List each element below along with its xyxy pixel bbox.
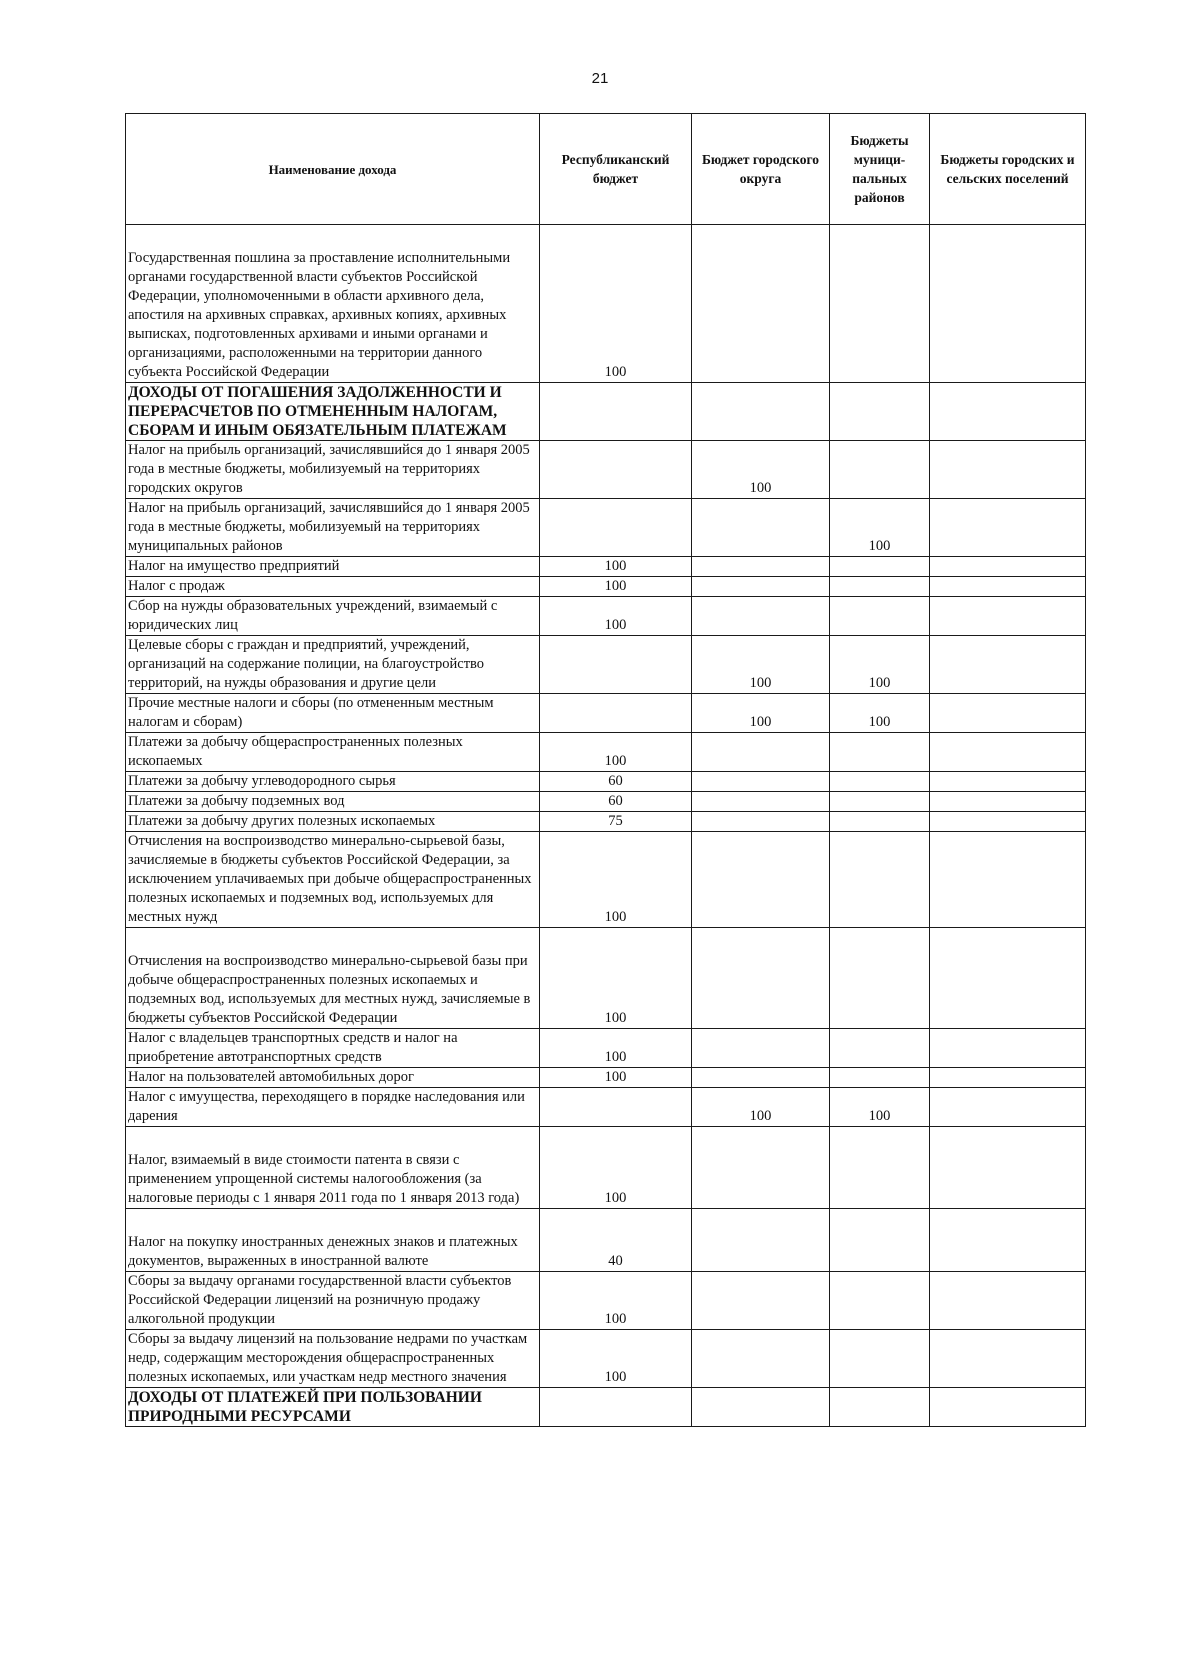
settlement-budget-cell (930, 1029, 1086, 1068)
header-municipal-district-budgets: Бюджеты муници-пальных районов (830, 114, 930, 225)
republican-budget-cell: 100 (540, 928, 692, 1029)
republican-budget-cell (540, 694, 692, 733)
settlement-budget-cell (930, 225, 1086, 383)
city-district-budget-cell (692, 225, 830, 383)
revenue-name-cell: Сбор на нужды образовательных учреждений, взимаемый с юридических лиц (126, 597, 540, 636)
municipal-district-budget-cell: 100 (830, 499, 930, 557)
municipal-district-budget-cell (830, 1127, 930, 1209)
revenue-name-cell: Налог на пользователей автомобильных дорог (126, 1068, 540, 1088)
settlement-budget-cell (930, 1272, 1086, 1330)
revenue-name-cell: Платежи за добычу подземных вод (126, 792, 540, 812)
republican-budget-cell: 100 (540, 733, 692, 772)
city-district-budget-cell (692, 792, 830, 812)
settlement-budget-cell (930, 636, 1086, 694)
settlement-budget-cell (930, 1127, 1086, 1209)
settlement-budget-cell (930, 928, 1086, 1029)
city-district-budget-cell (692, 812, 830, 832)
municipal-district-budget-cell (830, 383, 930, 441)
republican-budget-cell: 100 (540, 1330, 692, 1388)
republican-budget-cell (540, 383, 692, 441)
municipal-district-budget-cell (830, 1272, 930, 1330)
republican-budget-cell: 100 (540, 597, 692, 636)
revenue-name-cell: Налог с владельцев транспортных средств и налог на приобретение автотранспортных средств (126, 1029, 540, 1068)
revenue-name-cell: Отчисления на воспроизводство минерально-сырьевой базы при добыче общераспространенных полезных ископаемых и подземных вод, используемых для местных нужд, зачисляемые в бюджеты субъектов Российской Федерации (126, 928, 540, 1029)
municipal-district-budget-cell (830, 928, 930, 1029)
table-row (126, 597, 1086, 636)
republican-budget-cell: 40 (540, 1209, 692, 1272)
header-settlement-budgets: Бюджеты городских и сельских поселений (930, 114, 1086, 225)
table-row (126, 636, 1086, 694)
table-row (126, 1209, 1086, 1272)
revenue-name-cell: Налог на прибыль организаций, зачислявшийся до 1 января 2005 года в местные бюджеты, мобилизуемый на территориях муниципальных районов (126, 499, 540, 557)
city-district-budget-cell (692, 1272, 830, 1330)
settlement-budget-cell (930, 1068, 1086, 1088)
settlement-budget-cell (930, 1388, 1086, 1427)
table-row (126, 225, 1086, 383)
table-row (126, 557, 1086, 577)
settlement-budget-cell (930, 1088, 1086, 1127)
city-district-budget-cell (692, 577, 830, 597)
settlement-budget-cell (930, 772, 1086, 792)
settlement-budget-cell (930, 577, 1086, 597)
republican-budget-cell (540, 636, 692, 694)
table-row (126, 577, 1086, 597)
municipal-district-budget-cell (830, 441, 930, 499)
settlement-budget-cell (930, 557, 1086, 577)
revenue-name-cell: Налог, взимаемый в виде стоимости патента в связи с применением упрощенной системы налогообложения (за налоговые периоды с 1 января 2011 года по 1 января 2013 года) (126, 1127, 540, 1209)
settlement-budget-cell (930, 1330, 1086, 1388)
table-row (126, 928, 1086, 1029)
municipal-district-budget-cell (830, 1330, 930, 1388)
table-row (126, 441, 1086, 499)
revenue-name-cell: ДОХОДЫ ОТ ПОГАШЕНИЯ ЗАДОЛЖЕННОСТИ И ПЕРЕРАСЧЕТОВ ПО ОТМЕНЕННЫМ НАЛОГАМ, СБОРАМ И ИНЫМ ОБЯЗАТЕЛЬНЫМ ПЛАТЕЖАМ (126, 383, 540, 441)
municipal-district-budget-cell (830, 577, 930, 597)
table-row (126, 499, 1086, 557)
city-district-budget-cell (692, 1209, 830, 1272)
city-district-budget-cell (692, 499, 830, 557)
city-district-budget-cell (692, 1127, 830, 1209)
republican-budget-cell: 100 (540, 1127, 692, 1209)
municipal-district-budget-cell: 100 (830, 1088, 930, 1127)
table-row (126, 1272, 1086, 1330)
municipal-district-budget-cell (830, 812, 930, 832)
table-row (126, 1068, 1086, 1088)
table-row (126, 812, 1086, 832)
city-district-budget-cell (692, 383, 830, 441)
republican-budget-cell: 60 (540, 792, 692, 812)
city-district-budget-cell (692, 733, 830, 772)
section-header-row (126, 1388, 1086, 1427)
republican-budget-cell (540, 1388, 692, 1427)
municipal-district-budget-cell (830, 1029, 930, 1068)
city-district-budget-cell (692, 1068, 830, 1088)
municipal-district-budget-cell (830, 1068, 930, 1088)
header-revenue-name: Наименование дохода (126, 114, 540, 225)
revenue-name-cell: Платежи за добычу общераспространенных полезных ископаемых (126, 733, 540, 772)
republican-budget-cell: 100 (540, 832, 692, 928)
city-district-budget-cell (692, 832, 830, 928)
revenue-name-cell: Сборы за выдачу лицензий на пользование недрами по участкам недр, содержащим месторождения общераспространенных полезных ископаемых, или участкам недр местного значения (126, 1330, 540, 1388)
city-district-budget-cell (692, 597, 830, 636)
municipal-district-budget-cell (830, 792, 930, 812)
table-row (126, 1088, 1086, 1127)
city-district-budget-cell (692, 1388, 830, 1427)
republican-budget-cell: 100 (540, 225, 692, 383)
municipal-district-budget-cell (830, 733, 930, 772)
revenue-name-cell: Сборы за выдачу органами государственной власти субъектов Российской Федерации лицензий на розничную продажу алкогольной продукции (126, 1272, 540, 1330)
revenue-name-cell: Государственная пошлина за проставление исполнительными органами государственной власти субъектов Российской Федерации, уполномоченными в области архивного дела, апостиля на архивных справках, архивных копиях, архивных выписках, подготовленных архивами и иными органами и организациями, расположенными на территории данного субъекта Российской Федерации (126, 225, 540, 383)
republican-budget-cell (540, 499, 692, 557)
city-district-budget-cell (692, 928, 830, 1029)
header-republican-budget: Республиканский бюджет (540, 114, 692, 225)
settlement-budget-cell (930, 812, 1086, 832)
city-district-budget-cell: 100 (692, 1088, 830, 1127)
republican-budget-cell: 100 (540, 1272, 692, 1330)
settlement-budget-cell (930, 792, 1086, 812)
revenue-name-cell: Налог на прибыль организаций, зачислявшийся до 1 января 2005 года в местные бюджеты, мобилизуемый на территориях городских округов (126, 441, 540, 499)
table-row (126, 1330, 1086, 1388)
republican-budget-cell: 100 (540, 557, 692, 577)
municipal-district-budget-cell (830, 225, 930, 383)
city-district-budget-cell: 100 (692, 694, 830, 733)
table-row (126, 772, 1086, 792)
revenue-name-cell: Налог с имуущества, переходящего в порядке наследования или дарения (126, 1088, 540, 1127)
revenue-name-cell: Налог на имущество предприятий (126, 557, 540, 577)
republican-budget-cell: 60 (540, 772, 692, 792)
table-row (126, 694, 1086, 733)
municipal-district-budget-cell (830, 832, 930, 928)
settlement-budget-cell (930, 383, 1086, 441)
table-row (126, 1127, 1086, 1209)
table-row (126, 1029, 1086, 1068)
city-district-budget-cell: 100 (692, 441, 830, 499)
republican-budget-cell (540, 1088, 692, 1127)
city-district-budget-cell: 100 (692, 636, 830, 694)
table-row (126, 733, 1086, 772)
settlement-budget-cell (930, 441, 1086, 499)
revenue-name-cell: ДОХОДЫ ОТ ПЛАТЕЖЕЙ ПРИ ПОЛЬЗОВАНИИ ПРИРОДНЫМИ РЕСУРСАМИ (126, 1388, 540, 1427)
revenue-name-cell: Налог на покупку иностранных денежных знаков и платежных документов, выраженных в иностранной валюте (126, 1209, 540, 1272)
revenue-name-cell: Платежи за добычу углеводородного сырья (126, 772, 540, 792)
table-body (126, 225, 1086, 1427)
settlement-budget-cell (930, 1209, 1086, 1272)
settlement-budget-cell (930, 733, 1086, 772)
table-row (126, 832, 1086, 928)
revenue-distribution-table (125, 113, 1086, 1427)
city-district-budget-cell (692, 1330, 830, 1388)
revenue-name-cell: Налог с продаж (126, 577, 540, 597)
republican-budget-cell: 100 (540, 577, 692, 597)
revenue-name-cell: Прочие местные налоги и сборы (по отмененным местным налогам и сборам) (126, 694, 540, 733)
revenue-name-cell: Платежи за добычу других полезных ископаемых (126, 812, 540, 832)
city-district-budget-cell (692, 557, 830, 577)
page-number: 21 (591, 70, 609, 87)
revenue-name-cell: Целевые сборы с граждан и предприятий, учреждений, организаций на содержание полиции, на благоустройство территорий, на нужды образования и другие цели (126, 636, 540, 694)
municipal-district-budget-cell (830, 1388, 930, 1427)
municipal-district-budget-cell: 100 (830, 636, 930, 694)
republican-budget-cell: 100 (540, 1068, 692, 1088)
revenue-name-cell: Отчисления на воспроизводство минерально-сырьевой базы, зачисляемые в бюджеты субъектов Российской Федерации, за исключением уплачиваемых при добыче общераспространенных полезных ископаемых и подземных вод, используемых для местных нужд (126, 832, 540, 928)
republican-budget-cell (540, 441, 692, 499)
republican-budget-cell: 75 (540, 812, 692, 832)
settlement-budget-cell (930, 499, 1086, 557)
section-header-row (126, 383, 1086, 441)
table-header-row (126, 114, 1086, 225)
settlement-budget-cell (930, 694, 1086, 733)
municipal-district-budget-cell (830, 557, 930, 577)
republican-budget-cell: 100 (540, 1029, 692, 1068)
municipal-district-budget-cell: 100 (830, 694, 930, 733)
settlement-budget-cell (930, 597, 1086, 636)
settlement-budget-cell (930, 832, 1086, 928)
municipal-district-budget-cell (830, 597, 930, 636)
header-city-district-budget: Бюджет городского округа (692, 114, 830, 225)
municipal-district-budget-cell (830, 772, 930, 792)
municipal-district-budget-cell (830, 1209, 930, 1272)
table-row (126, 792, 1086, 812)
city-district-budget-cell (692, 772, 830, 792)
city-district-budget-cell (692, 1029, 830, 1068)
